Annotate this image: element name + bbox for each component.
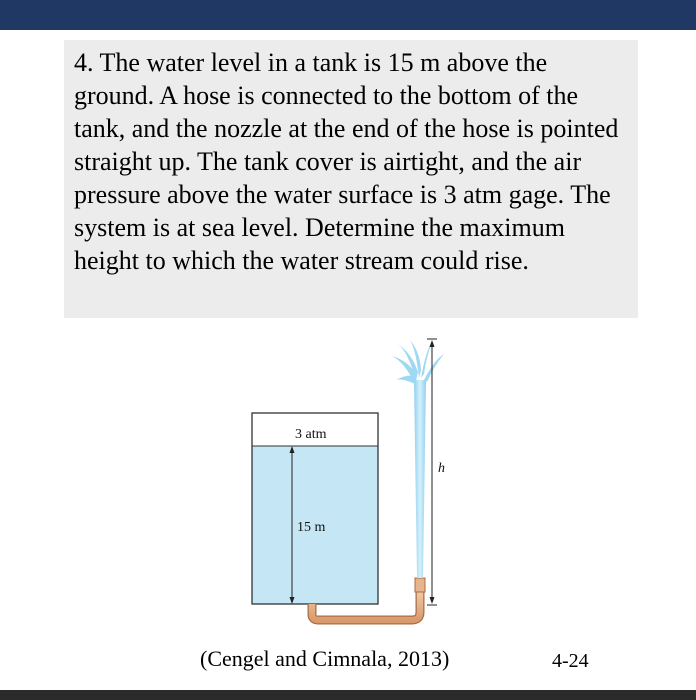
- citation: (Cengel and Cimnala, 2013): [200, 646, 450, 671]
- problem-text: 4. The water level in a tank is 15 m above the ground. A hose is connected to the bottom of the tank, and the nozzle at the end of the hose is pointed straight up. The tank cover is airtight, and the air pressure above the water surface is 3 atm gage. The system is at sea level. Determine the maximum height to which the water stream could rise.: [74, 48, 619, 275]
- height-arrow-bottom: [430, 597, 435, 604]
- height-label: h: [438, 461, 445, 476]
- height-arrow-top: [430, 340, 435, 347]
- jet-spray: [392, 340, 444, 384]
- water-jet: [414, 380, 426, 578]
- slide-number: 4-24: [552, 650, 589, 672]
- pressure-label: 3 atm: [295, 427, 327, 442]
- nozzle: [415, 578, 425, 592]
- depth-label: 15 m: [297, 520, 326, 535]
- footer-bar: [0, 690, 696, 700]
